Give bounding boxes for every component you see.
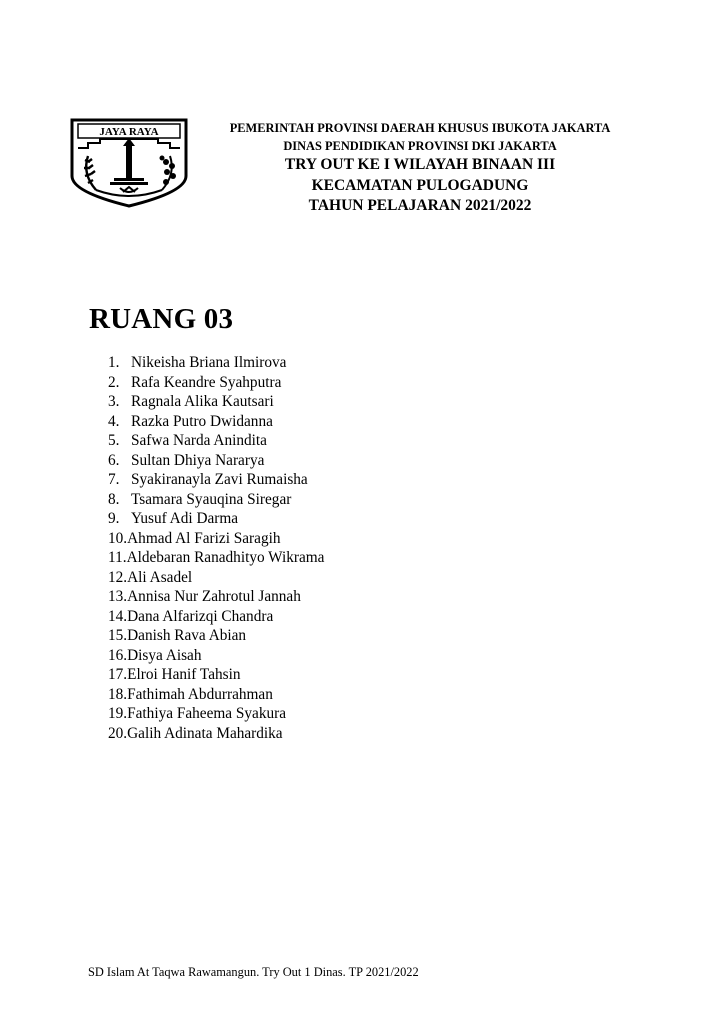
- student-number: 6.: [108, 451, 120, 469]
- student-list: [108, 353, 324, 743]
- student-list-item: [108, 724, 324, 744]
- student-name: Annisa Nur Zahrotul Jannah: [127, 588, 301, 605]
- student-number: 1.: [108, 354, 120, 371]
- student-name: Syakiranayla Zavi Rumaisha: [131, 471, 308, 488]
- student-number: 8.: [108, 490, 120, 508]
- student-list-item: [108, 607, 324, 627]
- student-number: 12.: [108, 568, 128, 586]
- student-list-item: [108, 509, 324, 529]
- header-year-line: TAHUN PELAJARAN 2021/2022: [308, 197, 532, 214]
- student-name: Dana Alfarizqi Chandra: [127, 607, 274, 625]
- student-name: Ragnala Alika Kautsari: [131, 393, 274, 410]
- student-name: Elroi Hanif Tahsin: [127, 666, 241, 683]
- student-list-item: [108, 373, 324, 393]
- header-event-line: TRY OUT KE I WILAYAH BINAAN III: [284, 156, 556, 173]
- student-name: Nikeisha Briana Ilmirova: [131, 354, 287, 371]
- student-number: 14.: [108, 607, 128, 625]
- room-title: RUANG 03: [89, 303, 234, 335]
- student-list-item: [108, 568, 324, 588]
- student-list-item: [108, 470, 324, 490]
- student-number: 11.: [108, 549, 127, 566]
- student-name: Yusuf Adi Darma: [131, 510, 239, 527]
- header-government-line: PEMERINTAH PROVINSI DAERAH KHUSUS IBUKOTA JAKARTA: [229, 121, 611, 135]
- student-list-item: [108, 685, 324, 705]
- student-name: Tsamara Syauqina Siregar: [131, 490, 292, 508]
- student-list-item: [108, 529, 324, 549]
- student-list-item: [108, 490, 324, 510]
- student-number: 4.: [108, 412, 120, 430]
- student-name: Disya Aisah: [127, 646, 202, 664]
- student-name: Fathiya Faheema Syakura: [127, 705, 286, 722]
- student-list-item: [108, 353, 324, 373]
- student-number: 20.: [108, 724, 128, 742]
- student-number: 15.: [108, 627, 128, 644]
- logo-text: JAYA RAYA: [99, 126, 159, 138]
- student-number: 18.: [108, 685, 128, 703]
- student-list-item: [108, 587, 324, 607]
- page-footer: SD Islam At Taqwa Rawamangun. Try Out 1 Dinas. TP 2021/2022: [88, 965, 419, 979]
- student-number: 9.: [108, 510, 120, 527]
- student-number: 13.: [108, 588, 128, 605]
- student-list-item: [108, 392, 324, 412]
- student-list-item: [108, 431, 324, 451]
- student-name: Galih Adinata Mahardika: [127, 724, 283, 742]
- student-list-item: [108, 412, 324, 432]
- student-number: 19.: [108, 705, 128, 722]
- student-number: 17.: [108, 666, 128, 683]
- student-number: 10.: [108, 529, 128, 547]
- student-name: Ali Asadel: [127, 568, 193, 586]
- student-list-item: [108, 548, 324, 568]
- student-name: Fathimah Abdurrahman: [127, 685, 273, 703]
- student-list-item: [108, 704, 324, 724]
- student-list-item: [108, 646, 324, 666]
- student-list-item: [108, 665, 324, 685]
- student-number: 2.: [108, 373, 120, 391]
- student-name: Aldebaran Ranadhityo Wikrama: [126, 549, 325, 566]
- student-number: 7.: [108, 471, 120, 488]
- jaya-raya-emblem-icon: [66, 116, 192, 208]
- student-name: Safwa Narda Anindita: [131, 432, 267, 449]
- student-name: Danish Rava Abian: [127, 627, 247, 644]
- student-name: Ahmad Al Farizi Saragih: [127, 529, 281, 547]
- student-name: Rafa Keandre Syahputra: [131, 373, 282, 391]
- document-header: [200, 119, 640, 217]
- student-name: Razka Putro Dwidanna: [131, 412, 273, 430]
- student-number: 3.: [108, 393, 120, 410]
- student-list-item: [108, 626, 324, 646]
- header-district-line: KECAMATAN PULOGADUNG: [311, 176, 529, 194]
- student-name: Sultan Dhiya Nararya: [131, 451, 265, 469]
- student-number: 16.: [108, 646, 128, 664]
- student-list-item: [108, 451, 324, 471]
- header-department-line: DINAS PENDIDIKAN PROVINSI DKI JAKARTA: [283, 139, 557, 153]
- student-number: 5.: [108, 432, 120, 449]
